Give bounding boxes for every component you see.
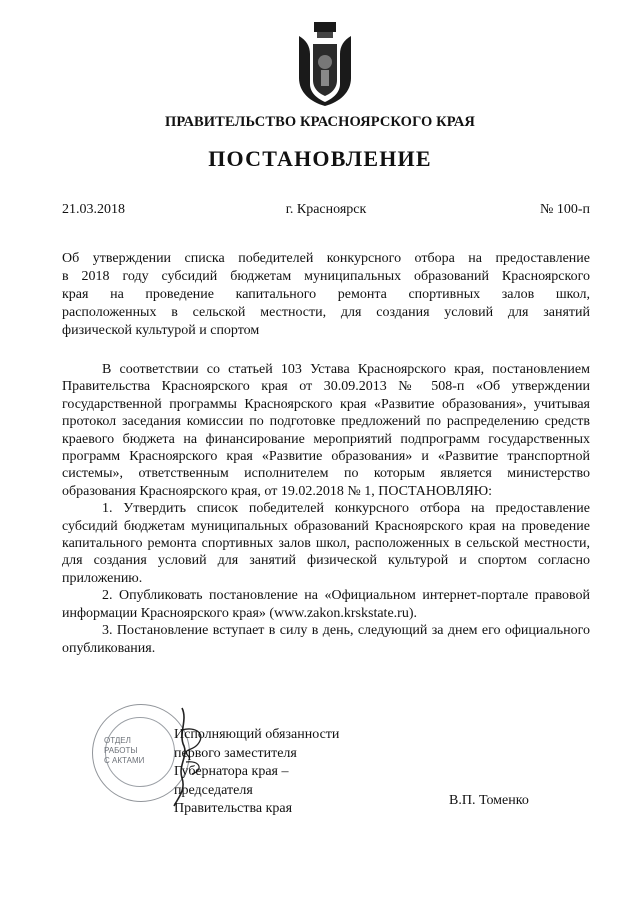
subject-line: в 2018 году субсидий бюджетам муниципальных образований Красноярского (62, 269, 590, 284)
body-preamble: В соответствии со статьей 103 Устава Красноярского края, постановлением Правительства Красноярского края от 30.09.2013 № 508-п «Об утверждении государственной программы Красноярского края «Развитие образования», учитывая протокол заседания комиссии по подготовке предложений по распределению средств краевого бюджета на финансирование мероприятий подпрограмм государственных программ Красноярского края «Развитие образования» и «Развитие транспортной системы», ответственным исполнителем по которым является министерство образования Красноярского края, от 19.02.2018 № 1, ПОСТАНОВЛЯЮ: (62, 362, 590, 499)
subject-line: расположенных в сельской местности, для создания условий для занятий (62, 305, 590, 320)
body-item-3: 3. Постановление вступает в силу в день, следующий за днем его официального опубликования. (62, 623, 590, 656)
document-meta (62, 202, 590, 220)
document-subject (62, 250, 590, 340)
document-number: № 100-п (539, 202, 590, 217)
document-date: 21.03.2018 (62, 202, 125, 217)
stamp-text: ОТДЕЛ РАБОТЫ С АКТАМИ (104, 736, 145, 765)
signatory-position: Исполняющий обязанности первого заместителя Губернатора края – председателя Правительства края (174, 727, 340, 816)
subject-line: физической культурой и спортом (62, 323, 260, 338)
subject-line: края на проведение капитального ремонта спортивных залов школ, (62, 287, 590, 302)
document-title: ПОСТАНОВЛЕНИЕ (208, 146, 432, 171)
signatory-name: В.П. Томенко (449, 793, 529, 808)
document-body (62, 361, 590, 657)
body-item-1: 1. Утвердить список победителей конкурсного отбора на предоставление субсидий бюджетам муниципальных образований Красноярского края на проведение капитального ремонта спортивных залов школ, расположенных в сельской местности, для создания условий для занятий физической культурой и спортом согласно приложению. (62, 501, 590, 586)
body-item-2: 2. Опубликовать постановление на «Официальном интернет-портале правовой информации Красноярского края» (www.zakon.krskstate.ru). (62, 588, 590, 621)
organization-name: ПРАВИТЕЛЬСТВО КРАСНОЯРСКОГО КРАЯ (164, 114, 475, 130)
coat-of-arms-icon (294, 22, 356, 106)
document-city: г. Красноярск (285, 202, 367, 217)
subject-line: Об утверждении списка победителей конкурсного отбора на предоставление (62, 251, 590, 266)
